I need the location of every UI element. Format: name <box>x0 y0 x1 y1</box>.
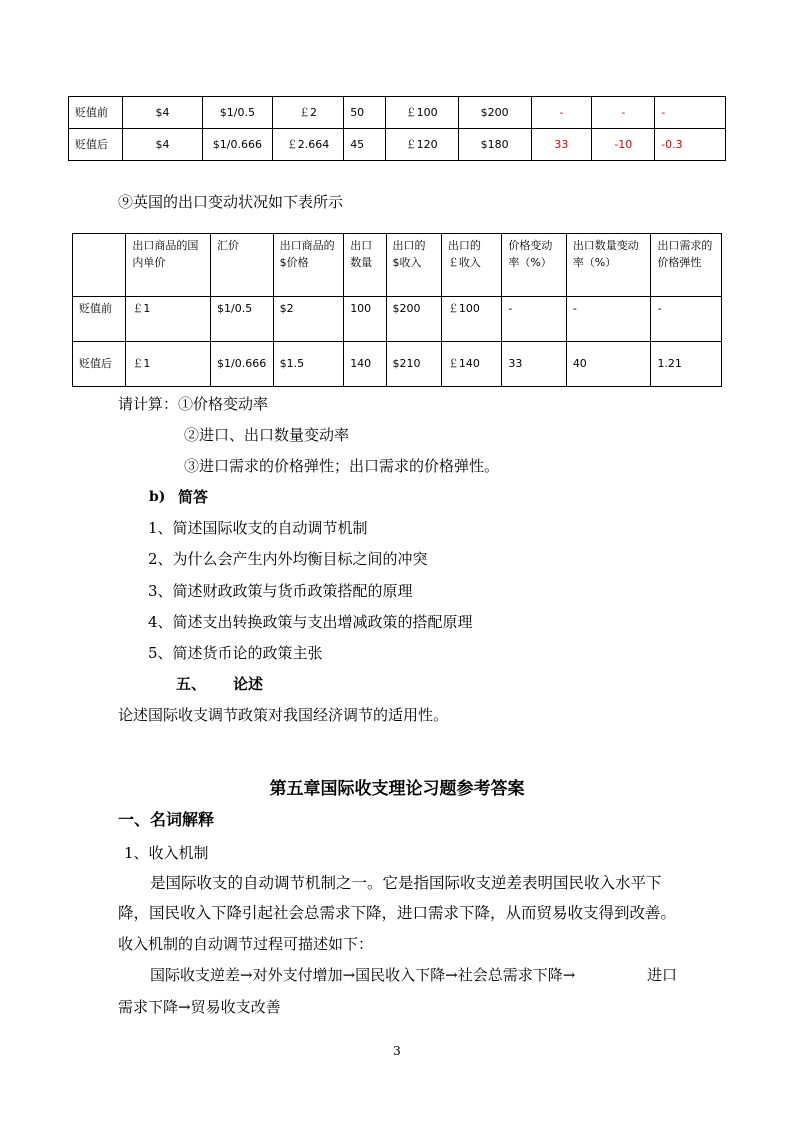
table-cell: $1/0.666 <box>211 342 274 387</box>
short-answer-item: 3、简述财政政策与货币政策搭配的原理 <box>148 582 413 600</box>
table-cell: 33 <box>502 342 566 387</box>
table-cell: $200 <box>386 297 441 342</box>
column-header: 出口的￡收入 <box>441 234 501 297</box>
table-cell: $2 <box>273 297 344 342</box>
flow-line: 国际收支逆差→对外支付增加→国民收入下降→社会总需求下降→ <box>150 966 576 984</box>
table-cell: 1.21 <box>651 342 722 387</box>
table-cell: 33 <box>531 129 592 161</box>
column-header: 价格变动率（%） <box>502 234 566 297</box>
table-cell: ￡2 <box>272 97 343 129</box>
table-row <box>73 297 722 342</box>
table-header-row <box>73 234 722 297</box>
column-header: 出口数量 <box>344 234 386 297</box>
import-change-table <box>68 96 726 161</box>
column-header: 汇价 <box>211 234 274 297</box>
table-cell: -0.3 <box>655 129 726 161</box>
short-answer-item: 2、为什么会产生内外均衡目标之间的冲突 <box>148 550 428 568</box>
table-cell: $1.5 <box>273 342 344 387</box>
row-label: 贬值前 <box>73 297 126 342</box>
table-cell: $210 <box>386 342 441 387</box>
table-row <box>69 129 726 161</box>
table-cell: $1/0.666 <box>203 129 273 161</box>
calc-line-2: ②进口、出口数量变动率 <box>184 426 350 444</box>
table-cell: $200 <box>458 97 531 129</box>
paragraph-line: 收入机制的自动调节过程可描述如下： <box>118 935 374 953</box>
table-cell: ￡1 <box>126 297 211 342</box>
table-cell: - <box>566 297 651 342</box>
row-label: 贬值后 <box>73 342 126 387</box>
column-header: 出口商品的国内单价 <box>126 234 211 297</box>
table-cell: 100 <box>344 297 386 342</box>
essay-heading: 论述 <box>233 675 264 693</box>
table-row <box>73 342 722 387</box>
table-cell: ￡120 <box>385 129 458 161</box>
table-cell: - <box>502 297 566 342</box>
table-cell: ￡1 <box>126 342 211 387</box>
table-cell: - <box>531 97 592 129</box>
calc-line-3: ③进口需求的价格弹性；出口需求的价格弹性。 <box>184 457 500 475</box>
table-cell: 140 <box>344 342 386 387</box>
term-heading: 1、收入机制 <box>124 844 209 862</box>
short-answer-marker: b) <box>149 489 166 505</box>
section-heading: 一、名词解释 <box>118 810 215 829</box>
table-cell: $4 <box>122 97 202 129</box>
paragraph-line: 是国际收支的自动调节机制之一。它是指国际收支逆差表明国民收入水平下 <box>150 874 662 892</box>
short-answer-item: 4、简述支出转换政策与支出增减政策的搭配原理 <box>148 613 473 631</box>
paragraph-line: 降，国民收入下降引起社会总需求下降，进口需求下降，从而贸易收支得到改善。 <box>118 904 677 922</box>
uk-export-intro: ⑨英国的出口变动状况如下表所示 <box>118 193 344 211</box>
short-answer-item: 1、简述国际收支的自动调节机制 <box>148 519 368 537</box>
table-cell: ￡2.664 <box>272 129 343 161</box>
table-cell: ￡140 <box>441 342 501 387</box>
table-cell: - <box>592 97 655 129</box>
table-cell: 50 <box>344 97 385 129</box>
row-label: 贬值后 <box>69 129 123 161</box>
calc-line-1: 请计算：①价格变动率 <box>118 395 269 413</box>
table-cell: -10 <box>592 129 655 161</box>
column-header: 出口数量变动率（%） <box>566 234 651 297</box>
column-header: 出口商品的$价格 <box>273 234 344 297</box>
table-row <box>69 97 726 129</box>
column-header: 出口需求的价格弹性 <box>651 234 722 297</box>
short-answer-item: 5、简述货币论的政策主张 <box>148 644 323 662</box>
row-label: 贬值前 <box>69 97 123 129</box>
table-cell: 40 <box>566 342 651 387</box>
table-cell: $1/0.5 <box>211 297 274 342</box>
table-cell: - <box>655 97 726 129</box>
answers-title: 第五章国际收支理论习题参考答案 <box>269 779 525 799</box>
table-cell: $1/0.5 <box>203 97 273 129</box>
table-cell: $4 <box>122 129 202 161</box>
column-header <box>73 234 126 297</box>
table-cell: 45 <box>344 129 385 161</box>
flow-line: 需求下降→贸易收支改善 <box>118 998 281 1016</box>
short-answer-heading: 简答 <box>178 488 209 506</box>
column-header: 出口的$收入 <box>386 234 441 297</box>
table-cell: - <box>651 297 722 342</box>
flow-line-end: 进口 <box>647 966 678 984</box>
page-number: 3 <box>393 1044 401 1058</box>
table-cell: ￡100 <box>385 97 458 129</box>
table-cell: $180 <box>458 129 531 161</box>
uk-export-table <box>72 233 722 387</box>
essay-question: 论述国际收支调节政策对我国经济调节的适用性。 <box>118 706 449 724</box>
essay-heading-number: 五、 <box>176 675 207 693</box>
table-cell: ￡100 <box>441 297 501 342</box>
